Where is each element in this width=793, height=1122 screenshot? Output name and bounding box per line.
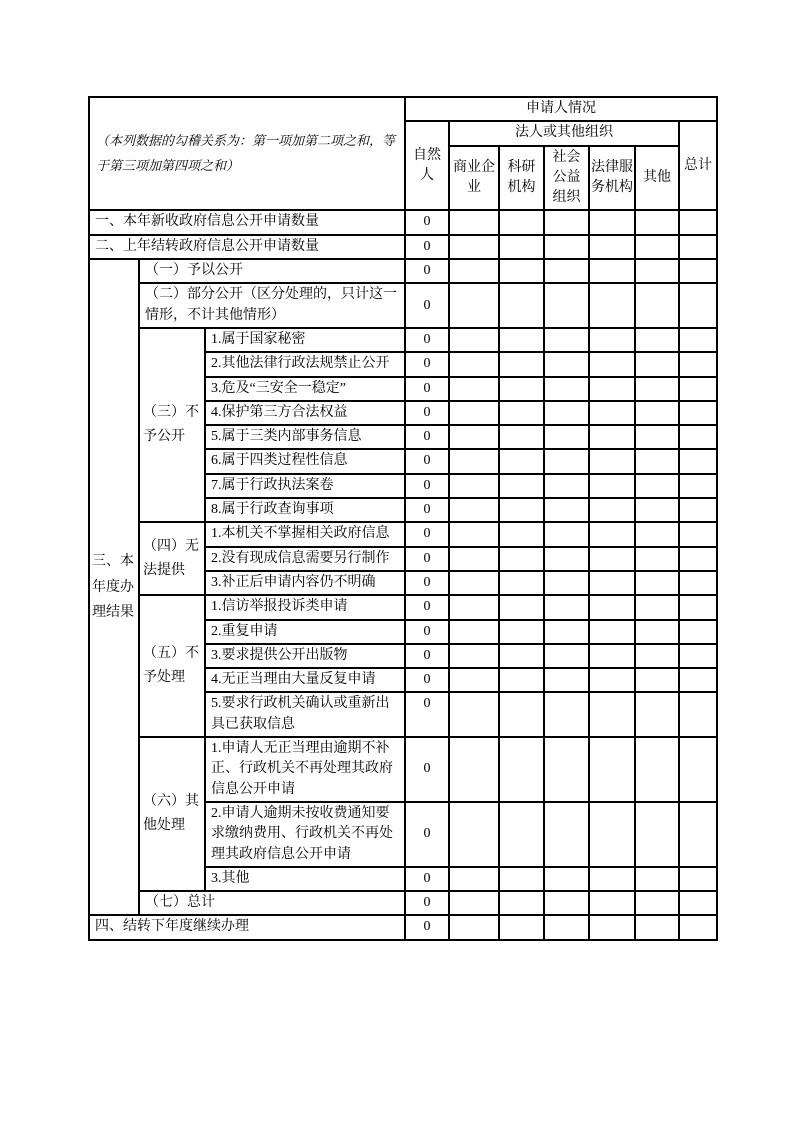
- empty-cell: [499, 915, 544, 939]
- empty-cell: [679, 283, 717, 328]
- empty-cell: [449, 498, 499, 522]
- header-org-type-legal-service: 法律服务机构: [589, 146, 635, 211]
- empty-cell: [544, 620, 589, 644]
- empty-cell: [449, 328, 499, 352]
- value-cell: 0: [405, 692, 449, 737]
- empty-cell: [635, 283, 679, 328]
- value-cell: 0: [405, 259, 449, 283]
- empty-cell: [589, 235, 635, 259]
- category-label: （五）不予处理: [139, 595, 205, 737]
- empty-cell: [635, 210, 679, 234]
- empty-cell: [589, 352, 635, 376]
- empty-cell: [499, 474, 544, 498]
- empty-cell: [679, 891, 717, 915]
- value-cell: 0: [405, 668, 449, 692]
- empty-cell: [499, 692, 544, 737]
- empty-cell: [449, 802, 499, 867]
- empty-cell: [635, 802, 679, 867]
- row-label: 一、本年新收政府信息公开申请数量: [89, 210, 405, 234]
- empty-cell: [544, 802, 589, 867]
- empty-cell: [449, 891, 499, 915]
- empty-cell: [449, 620, 499, 644]
- empty-cell: [589, 425, 635, 449]
- empty-cell: [544, 210, 589, 234]
- value-cell: 0: [405, 401, 449, 425]
- empty-cell: [544, 522, 589, 546]
- empty-cell: [449, 283, 499, 328]
- empty-cell: [679, 522, 717, 546]
- empty-cell: [544, 283, 589, 328]
- empty-cell: [544, 692, 589, 737]
- empty-cell: [679, 401, 717, 425]
- row-label: 1.信访举报投诉类申请: [205, 595, 405, 619]
- empty-cell: [635, 571, 679, 595]
- empty-cell: [635, 474, 679, 498]
- empty-cell: [449, 235, 499, 259]
- empty-cell: [589, 915, 635, 939]
- empty-cell: [544, 915, 589, 939]
- empty-cell: [544, 644, 589, 668]
- row-label: 6.属于四类过程性信息: [205, 449, 405, 473]
- empty-cell: [679, 867, 717, 891]
- category-label: （三）不予公开: [139, 328, 205, 522]
- empty-cell: [449, 644, 499, 668]
- empty-cell: [499, 210, 544, 234]
- row-label: 1.属于国家秘密: [205, 328, 405, 352]
- row-label: （二）部分公开（区分处理的，只计这一情形，不计其他情形）: [139, 283, 405, 328]
- row-label: 7.属于行政执法案卷: [205, 474, 405, 498]
- empty-cell: [679, 595, 717, 619]
- empty-cell: [449, 915, 499, 939]
- header-applicant-group: 申请人情况: [405, 97, 717, 121]
- empty-cell: [499, 620, 544, 644]
- empty-cell: [635, 595, 679, 619]
- empty-cell: [589, 328, 635, 352]
- empty-cell: [635, 401, 679, 425]
- empty-cell: [679, 474, 717, 498]
- empty-cell: [449, 449, 499, 473]
- note-cell: （本列数据的勾稽关系为：第一项加第二项之和，等于第三项加第四项之和）: [89, 97, 405, 210]
- row-label: （七）总计: [139, 891, 405, 915]
- empty-cell: [679, 498, 717, 522]
- value-cell: 0: [405, 595, 449, 619]
- header-natural-person: 自然人: [405, 121, 449, 210]
- empty-cell: [499, 328, 544, 352]
- empty-cell: [589, 474, 635, 498]
- section-label: 三、本年度办理结果: [89, 259, 139, 915]
- empty-cell: [679, 352, 717, 376]
- empty-cell: [449, 867, 499, 891]
- empty-cell: [544, 235, 589, 259]
- empty-cell: [679, 235, 717, 259]
- value-cell: 0: [405, 802, 449, 867]
- value-cell: 0: [405, 891, 449, 915]
- empty-cell: [499, 425, 544, 449]
- empty-cell: [635, 867, 679, 891]
- empty-cell: [679, 802, 717, 867]
- value-cell: 0: [405, 235, 449, 259]
- empty-cell: [544, 425, 589, 449]
- empty-cell: [499, 283, 544, 328]
- empty-cell: [449, 522, 499, 546]
- value-cell: 0: [405, 498, 449, 522]
- value-cell: 0: [405, 571, 449, 595]
- empty-cell: [589, 449, 635, 473]
- empty-cell: [449, 425, 499, 449]
- value-cell: 0: [405, 377, 449, 401]
- empty-cell: [544, 547, 589, 571]
- empty-cell: [449, 210, 499, 234]
- empty-cell: [544, 595, 589, 619]
- empty-cell: [635, 644, 679, 668]
- empty-cell: [589, 571, 635, 595]
- empty-cell: [544, 668, 589, 692]
- empty-cell: [679, 668, 717, 692]
- empty-cell: [499, 498, 544, 522]
- row-label: 二、上年结转政府信息公开申请数量: [89, 235, 405, 259]
- empty-cell: [679, 210, 717, 234]
- empty-cell: [635, 328, 679, 352]
- empty-cell: [635, 737, 679, 802]
- empty-cell: [589, 401, 635, 425]
- empty-cell: [499, 867, 544, 891]
- empty-cell: [589, 595, 635, 619]
- empty-cell: [499, 668, 544, 692]
- header-org-type-public-welfare: 社会公益组织: [544, 146, 589, 211]
- empty-cell: [499, 595, 544, 619]
- header-org-type-other: 其他: [635, 146, 679, 211]
- empty-cell: [679, 547, 717, 571]
- empty-cell: [499, 235, 544, 259]
- empty-cell: [679, 620, 717, 644]
- empty-cell: [449, 401, 499, 425]
- empty-cell: [544, 571, 589, 595]
- empty-cell: [449, 259, 499, 283]
- empty-cell: [679, 377, 717, 401]
- empty-cell: [679, 737, 717, 802]
- row-label: 四、结转下年度继续办理: [89, 915, 405, 939]
- row-label: 1.申请人无正当理由逾期不补正、行政机关不再处理其政府信息公开申请: [205, 737, 405, 802]
- empty-cell: [679, 259, 717, 283]
- empty-cell: [499, 522, 544, 546]
- row-label: 3.要求提供公开出版物: [205, 644, 405, 668]
- row-label: 3.补正后申请内容仍不明确: [205, 571, 405, 595]
- header-legal-org-group: 法人或其他组织: [449, 121, 679, 145]
- value-cell: 0: [405, 474, 449, 498]
- empty-cell: [589, 891, 635, 915]
- row-label: 2.重复申请: [205, 620, 405, 644]
- empty-cell: [635, 915, 679, 939]
- empty-cell: [499, 547, 544, 571]
- empty-cell: [589, 737, 635, 802]
- row-label: 2.没有现成信息需要另行制作: [205, 547, 405, 571]
- value-cell: 0: [405, 915, 449, 939]
- category-label: （六）其他处理: [139, 737, 205, 891]
- empty-cell: [679, 644, 717, 668]
- empty-cell: [589, 259, 635, 283]
- empty-cell: [679, 692, 717, 737]
- empty-cell: [499, 377, 544, 401]
- empty-cell: [544, 377, 589, 401]
- value-cell: 0: [405, 425, 449, 449]
- empty-cell: [449, 595, 499, 619]
- empty-cell: [449, 668, 499, 692]
- empty-cell: [589, 522, 635, 546]
- empty-cell: [635, 449, 679, 473]
- empty-cell: [635, 522, 679, 546]
- empty-cell: [635, 352, 679, 376]
- empty-cell: [449, 571, 499, 595]
- header-total: 总计: [679, 121, 717, 210]
- row-label: 2.申请人逾期未按收费通知要求缴纳费用、行政机关不再处理其政府信息公开申请: [205, 802, 405, 867]
- empty-cell: [499, 644, 544, 668]
- empty-cell: [635, 692, 679, 737]
- empty-cell: [589, 498, 635, 522]
- empty-cell: [499, 401, 544, 425]
- empty-cell: [449, 474, 499, 498]
- empty-cell: [449, 692, 499, 737]
- application-stats-table: [88, 96, 718, 941]
- row-label: 5.要求行政机关确认或重新出具已获取信息: [205, 692, 405, 737]
- empty-cell: [544, 259, 589, 283]
- value-cell: 0: [405, 547, 449, 571]
- value-cell: 0: [405, 522, 449, 546]
- empty-cell: [544, 328, 589, 352]
- empty-cell: [589, 668, 635, 692]
- empty-cell: [679, 915, 717, 939]
- empty-cell: [544, 449, 589, 473]
- value-cell: 0: [405, 620, 449, 644]
- empty-cell: [635, 547, 679, 571]
- row-label: 5.属于三类内部事务信息: [205, 425, 405, 449]
- empty-cell: [544, 352, 589, 376]
- empty-cell: [499, 259, 544, 283]
- empty-cell: [589, 377, 635, 401]
- value-cell: 0: [405, 644, 449, 668]
- row-label: 3.危及“三安全一稳定”: [205, 377, 405, 401]
- empty-cell: [544, 867, 589, 891]
- header-org-type-business: 商业企业: [449, 146, 499, 211]
- empty-cell: [499, 449, 544, 473]
- empty-cell: [635, 668, 679, 692]
- empty-cell: [635, 425, 679, 449]
- empty-cell: [499, 571, 544, 595]
- empty-cell: [544, 737, 589, 802]
- empty-cell: [589, 283, 635, 328]
- row-label: （一）予以公开: [139, 259, 405, 283]
- value-cell: 0: [405, 352, 449, 376]
- empty-cell: [499, 352, 544, 376]
- header-org-type-research: 科研机构: [499, 146, 544, 211]
- empty-cell: [635, 377, 679, 401]
- empty-cell: [544, 498, 589, 522]
- empty-cell: [679, 571, 717, 595]
- row-label: 3.其他: [205, 867, 405, 891]
- empty-cell: [635, 620, 679, 644]
- row-label: 4.无正当理由大量反复申请: [205, 668, 405, 692]
- empty-cell: [589, 802, 635, 867]
- empty-cell: [635, 891, 679, 915]
- empty-cell: [499, 891, 544, 915]
- empty-cell: [589, 867, 635, 891]
- empty-cell: [679, 328, 717, 352]
- empty-cell: [589, 210, 635, 234]
- value-cell: 0: [405, 737, 449, 802]
- empty-cell: [544, 474, 589, 498]
- empty-cell: [544, 401, 589, 425]
- value-cell: 0: [405, 328, 449, 352]
- empty-cell: [449, 737, 499, 802]
- value-cell: 0: [405, 283, 449, 328]
- row-label: 4.保护第三方合法权益: [205, 401, 405, 425]
- value-cell: 0: [405, 449, 449, 473]
- empty-cell: [679, 449, 717, 473]
- row-label: 1.本机关不掌握相关政府信息: [205, 522, 405, 546]
- empty-cell: [449, 547, 499, 571]
- empty-cell: [635, 259, 679, 283]
- empty-cell: [449, 352, 499, 376]
- empty-cell: [449, 377, 499, 401]
- empty-cell: [589, 644, 635, 668]
- empty-cell: [589, 547, 635, 571]
- empty-cell: [679, 425, 717, 449]
- row-label: 8.属于行政查询事项: [205, 498, 405, 522]
- empty-cell: [499, 802, 544, 867]
- empty-cell: [589, 620, 635, 644]
- row-label: 2.其他法律行政法规禁止公开: [205, 352, 405, 376]
- value-cell: 0: [405, 867, 449, 891]
- empty-cell: [499, 737, 544, 802]
- value-cell: 0: [405, 210, 449, 234]
- empty-cell: [544, 891, 589, 915]
- empty-cell: [635, 235, 679, 259]
- empty-cell: [635, 498, 679, 522]
- empty-cell: [589, 692, 635, 737]
- category-label: （四）无法提供: [139, 522, 205, 595]
